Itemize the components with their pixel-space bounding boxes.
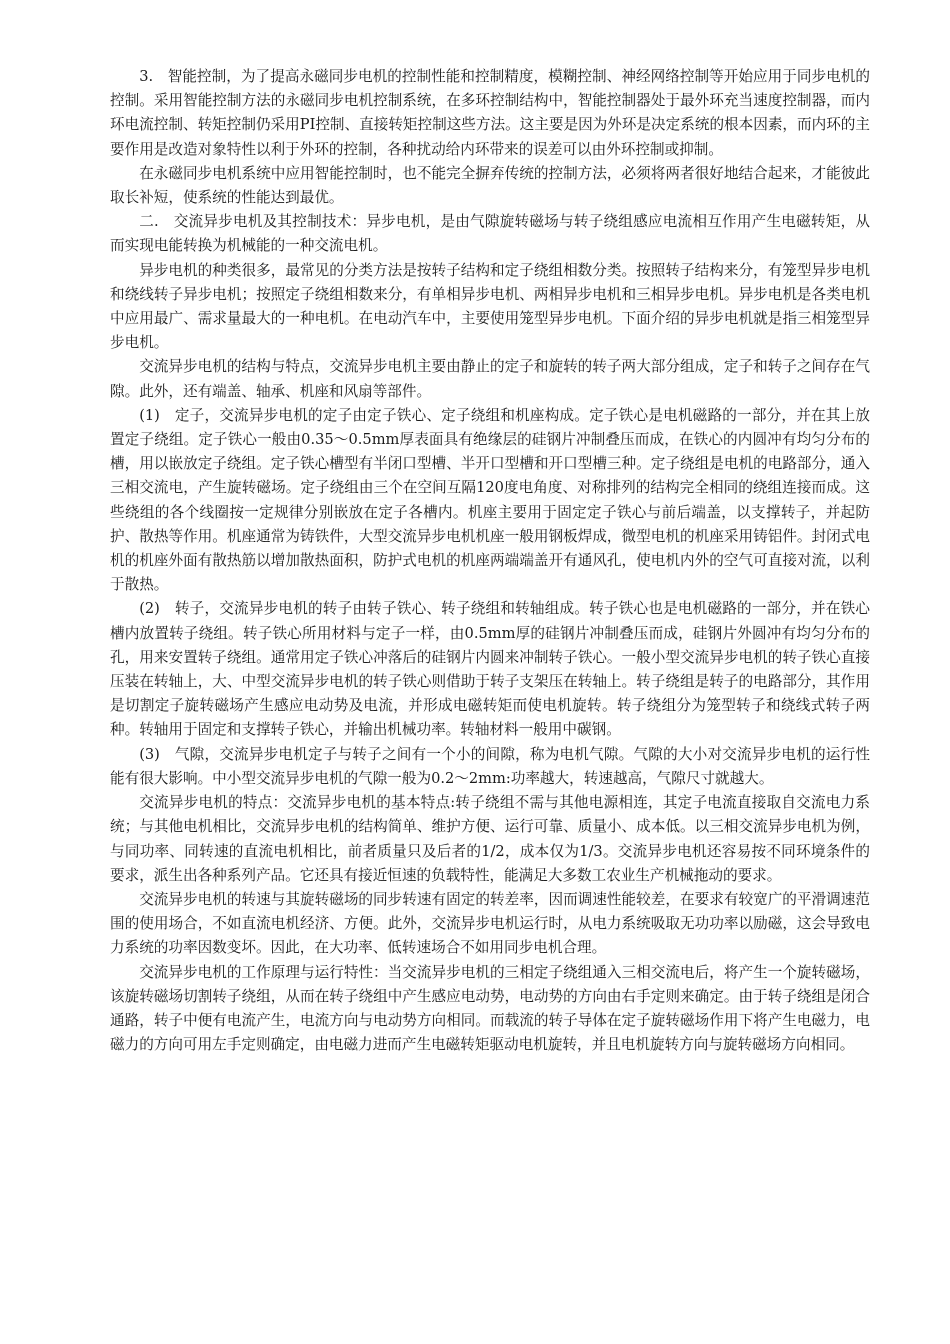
paragraph-combined-control: 在永磁同步电机系统中应用智能控制时，也不能完全摒弃传统的控制方法，必须将两者很好地结合起来，才能彼此取长补短，使系统的性能达到最优。 [110, 164, 870, 207]
paragraph-async-motor-types: 异步电机的种类很多，最常见的分类方法是按转子结构和定子绕组相数分类。按照转子结构来分，有笼型异步电机和绕线转子异步电机；按照定子绕组相数来分，有单相异步电机、两相异步电机和三相异步电机。异步电机是各类电机中应用最广、需求量最大的一种电机。在电动汽车中，主要使用笼型异步电机。下面介绍的异步电机就是指三相笼型异步电机。 [110, 261, 870, 352]
paragraph-speed-regulation: 交流异步电机的转速与其旋转磁场的同步转速有固定的转差率，因而调速性能较差，在要求有较宽广的平滑调速范围的使用场合，不如直流电机经济、方便。此外，交流异步电机运行时，从电力系统吸取无功功率以励磁，这会导致电力系统的功率因数变坏。因此，在大功率、低转速场合不如用同步电机合理。 [110, 890, 870, 957]
paragraph-rotor: (2) 转子，交流异步电机的转子由转子铁心、转子绕组和转轴组成。转子铁心也是电机磁路的一部分，并在铁心槽内放置转子绕组。转子铁心所用材料与定子一样，由0.5mm厚的硅钢片冲制叠压而成，硅钢片外圆冲有均匀分布的孔，用来安置转子绕组。通常用定子铁心冲落后的硅钢片内圆来冲制转子铁心。一般小型交流异步电机的转子铁心直接压装在转轴上，大、中型交流异步电机的转子铁心则借助于转子支架压在转轴上。转子绕组是转子的电路部分，其作用是切割定子旋转磁场产生感应电动势及电流，并形成电磁转矩而使电机旋转。转子绕组分为笼型转子和绕线式转子两种。转轴用于固定和支撑转子铁心，并输出机械功率。转轴材料一般用中碳钢。 [110, 600, 870, 739]
paragraph-structure-overview: 交流异步电机的结构与特点，交流异步电机主要由静止的定子和旋转的转子两大部分组成，定子和转子之间存在气隙。此外，还有端盖、轴承、机座和风扇等部件。 [110, 358, 870, 400]
paragraph-async-motor-intro: 二. 交流异步电机及其控制技术：异步电机，是由气隙旋转磁场与转子绕组感应电流相互作用产生电磁转矩，从而实现电能转换为机械能的一种交流电机。 [110, 213, 870, 255]
paragraph-air-gap: (3) 气隙，交流异步电机定子与转子之间有一个小的间隙，称为电机气隙。气隙的大小对交流异步电机的运行性能有很大影响。中小型交流异步电机的气隙一般为0.2～2mm:功率越大，转速越高，气隙尺寸就越大。 [110, 745, 870, 787]
paragraph-intelligent-control: 3. 智能控制，为了提高永磁同步电机的控制性能和控制精度，模糊控制、神经网络控制等开始应用于同步电机的控制。采用智能控制方法的永磁同步电机控制系统，在多环控制结构中，智能控制器处于最外环充当速度控制器，而内环电流控制、转矩控制仍采用PI控制、直接转矩控制这些方法。这主要是因为外环是决定系统的根本因素，而内环的主要作用是改造对象特性以利于外环的控制，各种扰动给内环带来的误差可以由外环控制或抑制。 [110, 68, 870, 158]
paragraph-working-principle: 交流异步电机的工作原理与运行特性：当交流异步电机的三相定子绕组通入三相交流电后，将产生一个旋转磁场，该旋转磁场切割转子绕组，从而在转子绕组中产生感应电动势，电动势的方向由右手定则来确定。由于转子绕组是闭合通路，转子中便有电流产生，电流方向与电动势方向相同。而载流的转子导体在定子旋转磁场作用下将产生电磁力，电磁力的方向可用左手定则确定，由电磁力进而产生电磁转矩驱动电机旋转，并且电机旋转方向与旋转磁场方向相同。 [110, 963, 870, 1054]
paragraph-stator: (1) 定子，交流异步电机的定子由定子铁心、定子绕组和机座构成。定子铁心是电机磁路的一部分，并在其上放置定子绕组。定子铁心一般由0.35～0.5mm厚表面具有绝缘层的硅钢片冲制叠压而成，在铁心的内圆冲有均匀分布的槽，用以嵌放定子绕组。定子铁心槽型有半闭口型槽、半开口型槽和开口型槽三种。定子绕组是电机的电路部分，通入三相交流电，产生旋转磁场。定子绕组由三个在空间互隔120度电角度、对称排列的结构完全相同的绕组连接而成。这些绕组的各个线圈按一定规律分别嵌放在定子各槽内。机座主要用于固定定子铁心与前后端盖，以支撑转子，并起防护、散热等作用。机座通常为铸铁件，大型交流异步电机机座一般用钢板焊成，微型电机的机座采用铸铝件。封闭式电机的机座外面有散热筋以增加散热面积，防护式电机的机座两端端盖开有通风孔，使电机内外的空气可直接对流，以利于散热。 [110, 406, 870, 594]
paragraph-features: 交流异步电机的特点：交流异步电机的基本特点:转子绕组不需与其他电源相连，其定子电流直接取自交流电力系统；与其他电机相比，交流异步电机的结构简单、维护方便、运行可靠、质量小、成本低。以三相交流异步电机为例，与同功率、同转速的直流电机相比，前者质量只及后者的1/2，成本仅为1/3。交流异步电机还容易按不同环境条件的要求，派生出各种系列产品。它还具有接近恒速的负载特性，能满足大多数工农业生产机械拖动的要求。 [110, 794, 870, 884]
document-page [110, 65, 870, 1057]
